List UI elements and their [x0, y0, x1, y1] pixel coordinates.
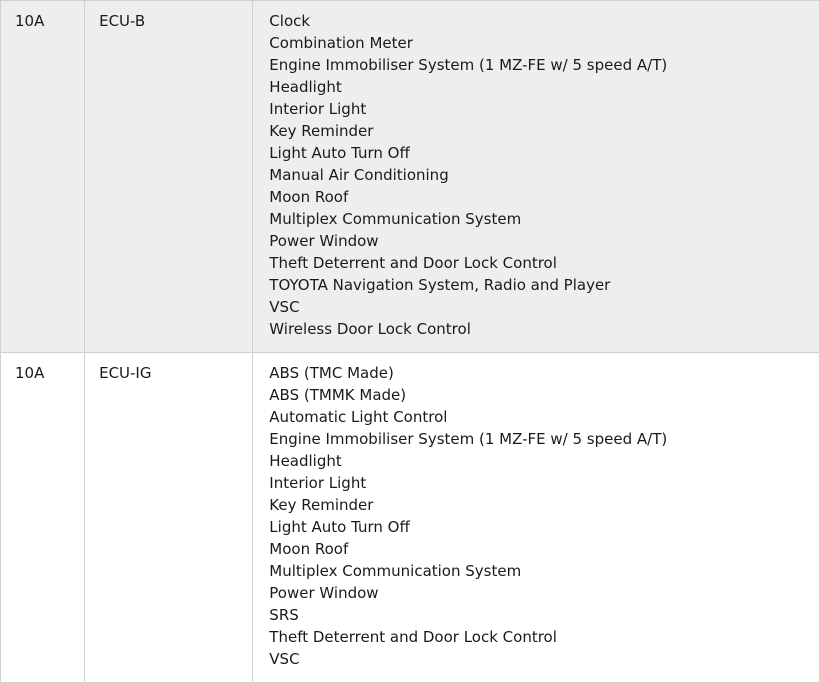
- circuit-list: [253, 353, 819, 682]
- circuit-item: Key Reminder: [269, 122, 374, 140]
- circuit-item: Theft Deterrent and Door Lock Control: [269, 254, 557, 272]
- table-row: [1, 353, 820, 683]
- amperage-value: 10A: [15, 12, 45, 30]
- circuit-item: Power Window: [269, 584, 379, 602]
- amperage-cell: [1, 353, 85, 683]
- amperage-value: 10A: [15, 364, 45, 382]
- fuse-name-cell: [85, 353, 253, 683]
- table-row: [1, 1, 820, 353]
- circuit-item: Engine Immobiliser System (1 MZ-FE w/ 5 speed A/T): [269, 56, 668, 74]
- fuse-name-value: ECU-IG: [99, 364, 152, 382]
- circuit-item: Interior Light: [269, 100, 367, 118]
- circuit-item: Clock: [269, 12, 311, 30]
- circuit-item: Automatic Light Control: [269, 408, 448, 426]
- fuse-table-body: [1, 1, 820, 683]
- circuits-cell: [253, 1, 820, 353]
- circuit-item: Headlight: [269, 452, 342, 470]
- circuit-item: Headlight: [269, 78, 342, 96]
- fuse-name-cell: [85, 1, 253, 353]
- circuit-item: Interior Light: [269, 474, 367, 492]
- circuit-item: ABS (TMMK Made): [269, 386, 407, 404]
- circuit-item: Key Reminder: [269, 496, 374, 514]
- circuit-item: Moon Roof: [269, 540, 349, 558]
- circuit-item: Light Auto Turn Off: [269, 518, 410, 536]
- circuit-item: Multiplex Communication System: [269, 210, 522, 228]
- circuit-item: Theft Deterrent and Door Lock Control: [269, 628, 557, 646]
- circuit-item: Light Auto Turn Off: [269, 144, 410, 162]
- circuit-item: SRS: [269, 606, 299, 624]
- circuit-item: VSC: [269, 298, 300, 316]
- circuit-item: VSC: [269, 650, 300, 668]
- circuit-item: Power Window: [269, 232, 379, 250]
- circuit-item: Engine Immobiliser System (1 MZ-FE w/ 5 speed A/T): [269, 430, 668, 448]
- circuit-item: Wireless Door Lock Control: [269, 320, 471, 338]
- circuit-item: TOYOTA Navigation System, Radio and Player: [269, 276, 611, 294]
- circuits-cell: [253, 353, 820, 683]
- circuit-item: Moon Roof: [269, 188, 349, 206]
- circuit-item: Combination Meter: [269, 34, 413, 52]
- circuit-item: ABS (TMC Made): [269, 364, 394, 382]
- circuit-item: Manual Air Conditioning: [269, 166, 449, 184]
- amperage-cell: [1, 1, 85, 353]
- circuit-item: Multiplex Communication System: [269, 562, 522, 580]
- circuit-list: [253, 1, 819, 352]
- fuse-name-value: ECU-B: [99, 12, 146, 30]
